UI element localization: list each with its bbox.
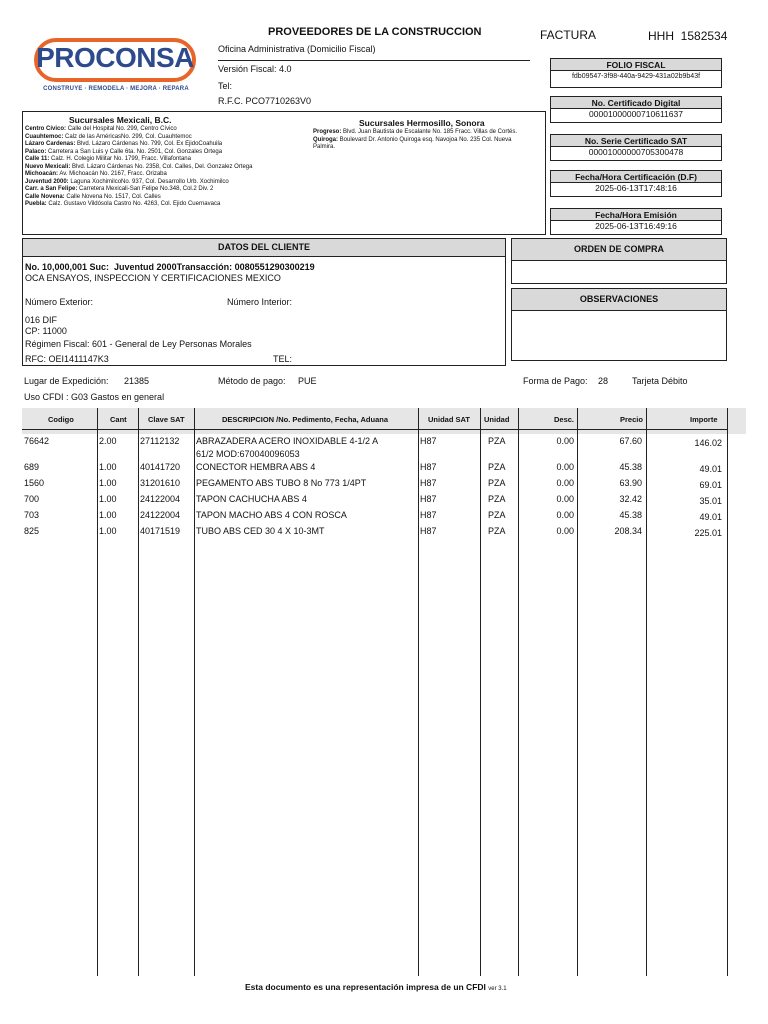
col-descripcion: DESCRIPCION /No. Pedimento, Fecha, Aduana bbox=[222, 415, 388, 424]
company-rfc: R.F.C. PCO7710263V0 bbox=[218, 96, 312, 106]
fecha-emision-value: 2025-06-13T16:49:16 bbox=[595, 221, 677, 231]
cell-cant: 1.00 bbox=[99, 510, 117, 520]
client-cp: CP: 11000 bbox=[25, 326, 67, 336]
cell-precio: 208.34 bbox=[614, 526, 642, 536]
branch-item: Juventud 2000: Laguna XochimilcoNo. 937, Col. Desarrollo Urb. Xochimilco bbox=[25, 178, 229, 185]
client-rfc: RFC: OEI1411147K3 bbox=[25, 354, 109, 364]
client-name: OCA ENSAYOS, INSPECCION Y CERTIFICACIONES MEXICO bbox=[25, 273, 281, 283]
table-header bbox=[22, 408, 746, 434]
cert-sat-value: 00001000000705300478 bbox=[588, 147, 684, 157]
footer-note bbox=[245, 982, 507, 992]
cert-digital-box bbox=[550, 96, 722, 123]
folio-fiscal-box bbox=[550, 58, 722, 88]
cell-precio: 45.38 bbox=[619, 462, 642, 472]
branches-box bbox=[22, 111, 546, 235]
cell-unidad-sat: H87 bbox=[420, 436, 437, 446]
branch-item: Calle Novena: Calle Novena No. 1517, Col. Calles bbox=[25, 193, 161, 200]
cell-descuento: 0.00 bbox=[556, 478, 574, 488]
client-box bbox=[22, 238, 506, 366]
cell-descuento: 0.00 bbox=[556, 436, 574, 446]
branch-item: Michoacán: Av. Michoacán No. 2167, Fracc. Orizaba bbox=[25, 171, 167, 177]
cell-clave: 24122004 bbox=[140, 510, 181, 520]
company-name: PROVEEDORES DE LA CONSTRUCCION bbox=[268, 26, 482, 38]
cell-unidad: PZA bbox=[488, 436, 506, 446]
cell-unidad: PZA bbox=[488, 510, 506, 520]
table-row bbox=[22, 436, 746, 459]
cell-descuento: 0.00 bbox=[556, 494, 574, 504]
forma-value: 28 bbox=[598, 376, 609, 386]
uso-cfdi: Uso CFDI : G03 Gastos en general bbox=[24, 392, 165, 402]
cell-importe: 69.01 bbox=[699, 480, 722, 490]
orden-compra-box bbox=[511, 238, 727, 284]
cell-cant: 2.00 bbox=[99, 436, 117, 446]
cell-importe: 35.01 bbox=[699, 496, 722, 506]
client-header: DATOS DEL CLIENTE bbox=[23, 239, 505, 257]
fecha-cert-value: 2025-06-13T17:48:16 bbox=[595, 183, 677, 193]
cell-clave: 24122004 bbox=[140, 494, 181, 504]
cell-cant: 1.00 bbox=[99, 526, 117, 536]
cell-unidad-sat: H87 bbox=[420, 510, 437, 520]
branch-item: Lázaro Cardenas: Blvd. Lázaro Cárdenas No. 799, Col. Ex EjidoCoahuila bbox=[25, 141, 223, 147]
logo-tagline: CONSTRUYE · REMODELA · MEJORA · REPARA bbox=[43, 86, 189, 92]
cell-cant: 1.00 bbox=[99, 494, 117, 504]
col-unidad: Unidad bbox=[484, 415, 510, 424]
col-importe: Importe bbox=[690, 415, 718, 424]
client-tel: TEL: bbox=[273, 354, 293, 364]
branch-item: Cuauhtemoc: Calz de las AméricasNo. 299, Col. Cuauhtemoc bbox=[25, 133, 192, 140]
hermosillo-title: Sucursales Hermosillo, Sonora bbox=[359, 118, 485, 128]
cell-descuento: 0.00 bbox=[556, 526, 574, 536]
cell-codigo: 703 bbox=[24, 510, 40, 520]
cell-importe: 49.01 bbox=[699, 512, 722, 522]
invoice-number: HHH 1582534 bbox=[648, 29, 728, 43]
client-line1: No. 10,000,001 Suc: Juventud 2000Transacción: 0080551290300219 bbox=[25, 262, 315, 272]
cell-clave: 40171519 bbox=[140, 526, 181, 536]
branch-item: Carr. a San Felipe: Carretera Mexicali-San Felipe No.348, Col.2 Div. 2 bbox=[25, 186, 214, 192]
cell-descuento: 0.00 bbox=[556, 510, 574, 520]
fiscal-version: Versión Fiscal: 4.0 bbox=[218, 64, 292, 74]
table-row bbox=[22, 510, 746, 526]
forma-desc: Tarjeta Débito bbox=[632, 376, 688, 386]
invoice-type: FACTURA bbox=[540, 28, 597, 42]
cert-sat-box bbox=[550, 134, 722, 161]
col-unidad-sat: Unidad SAT bbox=[428, 415, 470, 424]
cell-precio: 67.60 bbox=[619, 436, 642, 446]
table-row bbox=[22, 494, 746, 510]
cell-codigo: 700 bbox=[24, 494, 40, 504]
client-street: 016 DIF bbox=[25, 315, 58, 325]
cell-desc: ABRAZADERA ACERO INOXIDABLE 4-1/2 A bbox=[196, 436, 379, 446]
col-codigo: Codigo bbox=[48, 415, 74, 424]
cert-digital-value: 00001000000710611637 bbox=[589, 109, 683, 119]
cert-digital-label: No. Certificado Digital bbox=[551, 97, 721, 109]
company-tel: Tel: bbox=[218, 81, 233, 91]
cell-desc: TUBO ABS CED 30 4 X 10-3MT bbox=[196, 526, 325, 536]
cell-desc-2: 61/2 MOD:670040096053 bbox=[196, 449, 300, 459]
logo-text: PROCONSA bbox=[36, 42, 194, 73]
cell-desc: PEGAMENTO ABS TUBO 8 No 773 1/4PT bbox=[196, 478, 367, 488]
fecha-emision-label: Fecha/Hora Emisión bbox=[551, 209, 721, 221]
cell-descuento: 0.00 bbox=[556, 462, 574, 472]
cell-unidad: PZA bbox=[488, 526, 506, 536]
cell-unidad-sat: H87 bbox=[420, 494, 437, 504]
cell-codigo: 825 bbox=[24, 526, 40, 536]
footer-version: ver 3.1 bbox=[488, 986, 507, 992]
cert-sat-label: No. Serie Certificado SAT bbox=[551, 135, 721, 147]
branch-item: Centro Cívico: Calle del Hospital No. 299, Centro Cívico bbox=[25, 126, 177, 132]
cell-codigo: 1560 bbox=[24, 478, 45, 488]
cell-clave: 31201610 bbox=[140, 478, 181, 488]
branch-item: Progreso: Blvd. Juan Bautista de Escalante No. 185 Fracc. Villas de Cortés. bbox=[313, 129, 517, 135]
orden-compra-header: ORDEN DE COMPRA bbox=[512, 239, 726, 261]
col-precio: Precio bbox=[620, 415, 643, 424]
cell-cant: 1.00 bbox=[99, 462, 117, 472]
fecha-cert-box bbox=[550, 170, 722, 197]
cell-importe: 49.01 bbox=[699, 464, 722, 474]
num-ext-label: Número Exterior: bbox=[25, 297, 94, 307]
cell-codigo: 76642 bbox=[24, 436, 50, 446]
forma-label: Forma de Pago: bbox=[523, 376, 588, 386]
branch-item: Puebla: Calz. Gustavo Vildósola Castro No. 4263, Col. Ejido Cuernavaca bbox=[25, 201, 221, 207]
cell-precio: 45.38 bbox=[619, 510, 642, 520]
cell-unidad-sat: H87 bbox=[420, 462, 437, 472]
cell-unidad: PZA bbox=[488, 478, 506, 488]
cell-codigo: 689 bbox=[24, 462, 40, 472]
table-row bbox=[22, 478, 746, 494]
mexicali-list bbox=[25, 126, 315, 209]
company-logo bbox=[32, 38, 200, 100]
cell-precio: 32.42 bbox=[619, 494, 642, 504]
folio-fiscal-label: FOLIO FISCAL bbox=[551, 59, 721, 71]
cell-cant: 1.00 bbox=[99, 478, 117, 488]
fecha-cert-label: Fecha/Hora Certificación (D.F) bbox=[551, 171, 721, 183]
fecha-emision-box bbox=[550, 208, 722, 235]
cell-unidad: PZA bbox=[488, 462, 506, 472]
mexicali-title: Sucursales Mexicali, B.C. bbox=[69, 115, 172, 125]
metodo-value: PUE bbox=[298, 376, 317, 386]
cell-importe: 225.01 bbox=[694, 528, 722, 538]
branch-item: Nuevo Mexicali: Blvd. Lázaro Cárdenas No. 2358, Col. Calles, Del. Gonzalez Ortega bbox=[25, 163, 253, 170]
client-regimen: Régimen Fiscal: 601 - General de Ley Personas Morales bbox=[25, 339, 252, 349]
hermosillo-list bbox=[313, 129, 525, 152]
folio-fiscal-value: fdb09547-3f98-440a-9429-431a02b9b43f bbox=[571, 73, 701, 80]
office-label: Oficina Administrativa (Domicilio Fiscal) bbox=[218, 44, 376, 54]
cell-unidad-sat: H87 bbox=[420, 478, 437, 488]
col-clave-sat: Clave SAT bbox=[148, 415, 185, 424]
branch-item: Quiroga: Boulevard Dr. Antonio Quiroga esq. Navojoa No. 235 Col. Nueva Palmira. bbox=[313, 136, 512, 150]
num-int-label: Número Interior: bbox=[227, 297, 293, 307]
metodo-label: Método de pago: bbox=[218, 376, 286, 386]
lugar-value: 21385 bbox=[124, 376, 150, 386]
table-row bbox=[22, 526, 746, 542]
header-rule bbox=[218, 60, 530, 61]
cell-precio: 63.90 bbox=[619, 478, 642, 488]
footer-text: Esta documento es una representación impresa de un CFDI bbox=[245, 982, 486, 992]
branch-item: Palaco: Carretera a San Luis y Calle 6ta. No. 2501, Col. Gonzales Ortega bbox=[25, 148, 223, 155]
cell-clave: 40141720 bbox=[140, 462, 181, 472]
table-row bbox=[22, 462, 746, 478]
lugar-label: Lugar de Expedición: bbox=[24, 376, 109, 386]
cell-desc: TAPON CACHUCHA ABS 4 bbox=[196, 494, 307, 504]
cell-unidad-sat: H87 bbox=[420, 526, 437, 536]
cell-unidad: PZA bbox=[488, 494, 506, 504]
cell-desc: TAPON MACHO ABS 4 CON ROSCA bbox=[196, 510, 347, 520]
cell-importe: 146.02 bbox=[694, 438, 722, 448]
branch-item: Calle 11: Calz. H. Colegio Militar No. 1799, Fracc. Villafontana bbox=[25, 156, 191, 162]
cell-clave: 27112132 bbox=[140, 436, 180, 446]
cell-desc: CONECTOR HEMBRA ABS 4 bbox=[196, 462, 316, 472]
observaciones-box bbox=[511, 288, 727, 361]
col-desc: Desc. bbox=[554, 415, 575, 424]
table-header-rule bbox=[22, 429, 728, 430]
observaciones-header: OBSERVACIONES bbox=[512, 289, 726, 311]
col-cant: Cant bbox=[110, 415, 127, 424]
